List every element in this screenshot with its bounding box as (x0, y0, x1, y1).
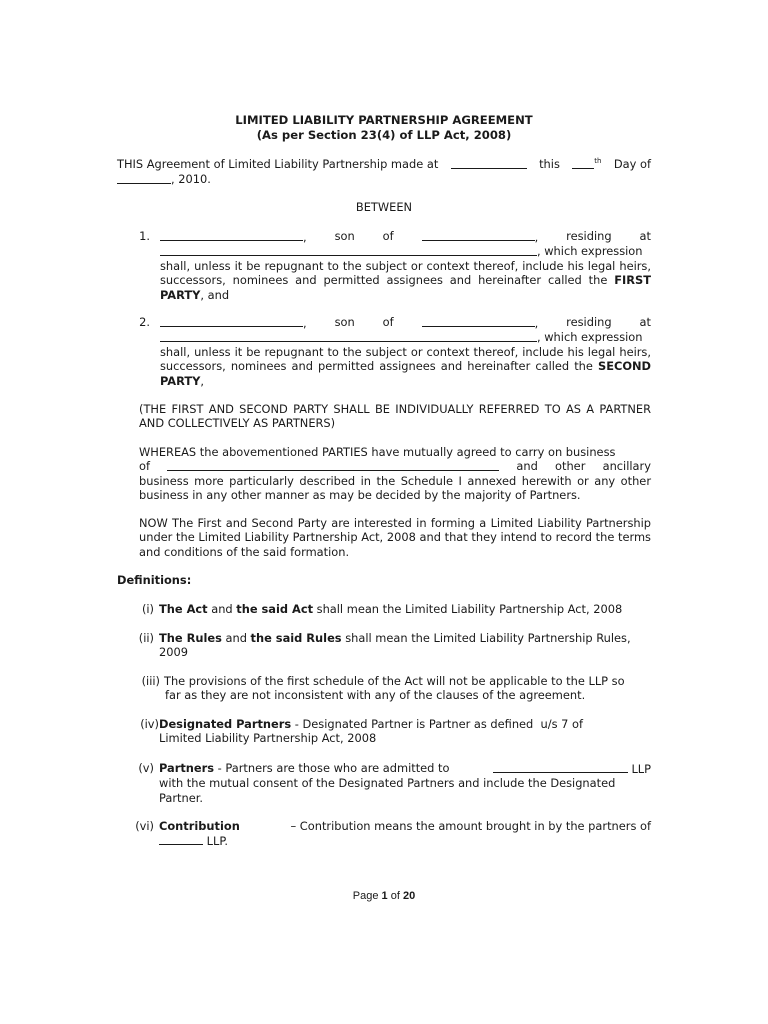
def-vi-blank (159, 833, 203, 845)
party-2-father-blank (422, 315, 535, 327)
def-i (159, 602, 651, 616)
intro-paragraph (117, 157, 651, 187)
def-i-term-2: the said Act (236, 602, 314, 616)
document-subtitle: (As per Section 23(4) of LLP Act, 2008) (256, 128, 512, 142)
footer-of: of (390, 890, 400, 902)
def-iii (164, 674, 651, 703)
individually-paragraph: (THE FIRST AND SECOND PARTY SHALL BE INDIVIDUALLY REFERRED TO AS A PARTNER AND COLLECTIVELY AS PARTNERS) (139, 402, 651, 431)
def-vi-number: (vi) (135, 819, 154, 833)
def-iv-number: (iv) (140, 717, 159, 731)
party-1-clause (160, 229, 651, 302)
whereas-other: other (555, 459, 586, 474)
def-iv (159, 717, 651, 746)
whereas-paragraph (139, 445, 651, 503)
party-1-address-blank (160, 244, 537, 256)
party-2-name: SECOND PARTY (160, 359, 651, 388)
intro-sup: th (594, 157, 602, 165)
def-vi (159, 819, 651, 849)
def-v-text-2: with the mutual consent of the Designated Partners and include the Designated (159, 776, 616, 791)
footer-total-pages: 20 (402, 890, 416, 902)
party-2-body-text: shall, unless it be repugnant to the subject or context thereof, include his legal heirs, successors, nominees and permitted assignees and hereinafter called the (160, 344, 651, 374)
party-2-which-expression: , which expression (537, 330, 643, 345)
intro-text-3: Day of (613, 157, 651, 171)
party-2-name-blank (160, 315, 303, 327)
def-v-text: - Partners are those who are admitted to (214, 761, 450, 775)
intro-text-1: THIS Agreement of Limited Liability Partnership made at (117, 157, 439, 171)
place-blank (451, 157, 527, 169)
def-ii (159, 631, 651, 660)
day-blank (572, 157, 594, 169)
def-i-number: (i) (141, 602, 154, 616)
party-1-number: 1. (139, 229, 150, 243)
def-i-term-1: The Act (159, 602, 208, 616)
party-1-at: at (639, 229, 651, 243)
def-ii-number: (ii) (138, 631, 154, 645)
business-blank (167, 459, 499, 471)
whereas-of: of (139, 459, 150, 474)
definitions-heading: Definitions: (117, 573, 192, 587)
def-iii-text-2: far as they are not inconsistent with any of the clauses of the agreement. (165, 688, 586, 703)
party-2-residing: residing (566, 315, 612, 329)
party-2-at: at (639, 315, 651, 329)
party-1-comma2: , (534, 230, 539, 244)
party-1-of: of (382, 229, 394, 243)
def-ii-text-2: 2009 (159, 645, 188, 660)
def-ii-term-2: the said Rules (250, 631, 342, 645)
whereas-ancillary: ancillary (602, 459, 651, 474)
def-v-text-3: Partner. (159, 790, 203, 805)
def-iii-text: The provisions of the first schedule of the Act will not be applicable to the LLP so (164, 674, 625, 688)
def-iv-text: - Designated Partner is Partner as defined u/s 7 of (291, 717, 583, 731)
footer-page-label: Page (352, 890, 379, 902)
def-ii-text: shall mean the Limited Liability Partnership Rules, (341, 631, 631, 645)
party-1-body-text: shall, unless it be repugnant to the subject or context thereof, include his legal heirs, successors, nominees and permitted assignees and hereinafter called the (160, 258, 651, 288)
page-footer (0, 889, 768, 903)
party-2-son: son (334, 315, 355, 329)
def-ii-term-1: The Rules (159, 631, 222, 645)
party-1-name-blank (160, 229, 303, 241)
party-2-clause (160, 315, 651, 388)
document-title: LIMITED LIABILITY PARTNERSHIP AGREEMENT (235, 113, 533, 127)
def-v (159, 761, 651, 805)
party-1-residing: residing (566, 229, 612, 243)
party-1-son: son (334, 229, 355, 243)
def-vi-text-2: LLP. (206, 834, 229, 849)
party-2-body (160, 345, 651, 388)
intro-text-2: this (539, 157, 560, 171)
party-2-address-blank (160, 330, 537, 342)
whereas-and: and (516, 459, 538, 474)
def-vi-text: – Contribution means the amount brought in by the partners of (290, 819, 651, 833)
party-2-comma: , (303, 316, 307, 330)
def-v-llp: LLP (631, 762, 651, 776)
whereas-rest: business more particularly described in the Schedule I annexed herewith or any other business in any other manner as may be decided by the majority of Partners. (139, 473, 651, 503)
def-iv-text-2: Limited Liability Partnership Act, 2008 (159, 731, 377, 746)
now-paragraph: NOW The First and Second Party are interested in forming a Limited Liability Partnership under the Limited Liability Partnership Act, 2008 and that they intend to record the terms and conditions of the said formation. (139, 516, 651, 559)
party-1-which-expression: , which expression (537, 244, 643, 259)
party-1-body (160, 259, 651, 302)
party-1-name: FIRST PARTY (160, 273, 652, 302)
def-i-and: and (207, 602, 237, 616)
def-vi-term: Contribution (159, 819, 240, 833)
def-i-text: shall mean the Limited Liability Partnership Act, 2008 (313, 602, 623, 616)
def-ii-and: and (221, 631, 251, 645)
party-2-of: of (382, 315, 394, 329)
def-v-number: (v) (138, 761, 154, 775)
intro-text-4: , 2010. (171, 172, 211, 187)
party-1-tail: , and (200, 287, 230, 302)
def-iii-number: (iii) (141, 674, 160, 688)
party-1-father-blank (422, 229, 535, 241)
party-2-comma2: , (534, 316, 539, 330)
party-2-tail: , (200, 373, 205, 388)
def-v-llp-blank (493, 761, 628, 773)
month-blank (117, 172, 171, 184)
def-iv-term: Designated Partners (159, 717, 292, 731)
def-v-term: Partners (159, 761, 215, 775)
party-2-number: 2. (139, 315, 150, 329)
footer-current-page: 1 (381, 890, 388, 902)
party-1-comma: , (303, 230, 307, 244)
between-heading: BETWEEN (355, 200, 413, 214)
whereas-line-1: WHEREAS the abovementioned PARTIES have mutually agreed to carry on business (139, 445, 616, 459)
